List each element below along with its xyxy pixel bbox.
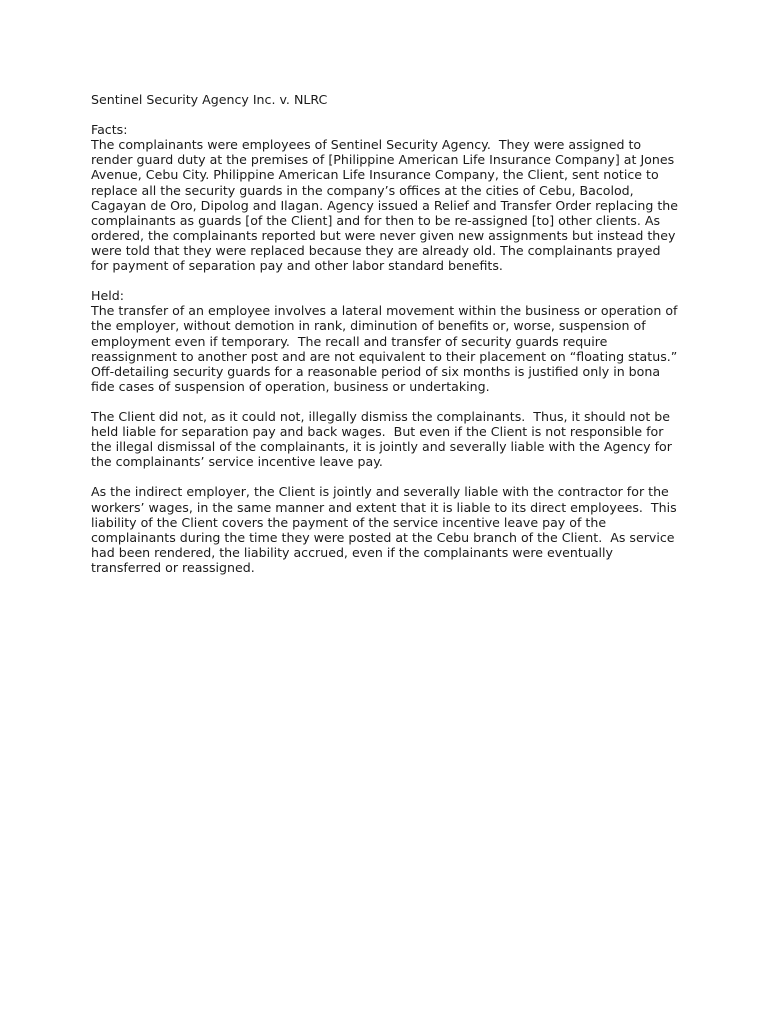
- held-line: The transfer of an employee involves a lateral movement within the business or operation of: [91, 303, 678, 319]
- paragraph-line: the complainants’ service incentive leave pay.: [91, 454, 383, 470]
- paragraph-line: The Client did not, as it could not, illegally dismiss the complainants. Thus, it should not be: [91, 408, 671, 424]
- document-body: [91, 92, 691, 575]
- paragraph-line: complainants during the time they were posted at the Cebu branch of the Client. As service: [91, 529, 675, 545]
- facts-line: The complainants were employees of Sentinel Security Agency. They were assigned to: [91, 137, 642, 153]
- facts-paragraph: [91, 137, 691, 273]
- facts-line: were told that they were replaced because they are already old. The complainants prayed: [91, 242, 661, 258]
- facts-line: ordered, the complainants reported but were never given new assignments but instead they: [91, 227, 676, 243]
- facts-line: replace all the security guards in the company’s offices at the cities of Cebu, Bacolod,: [91, 182, 634, 198]
- facts-line: Cagayan de Oro, Dipolog and Ilagan. Agency issued a Relief and Transfer Order replacing the: [91, 197, 679, 213]
- paragraph-line: the illegal dismissal of the complainants, it is jointly and severally liable with the Agency for: [91, 439, 672, 455]
- document-title: Sentinel Security Agency Inc. v. NLRC: [91, 92, 328, 107]
- spacer: [91, 273, 691, 288]
- facts-line: Avenue, Cebu City. Philippine American Life Insurance Company, the Client, sent notice to: [91, 167, 659, 183]
- facts-heading: Facts:: [91, 122, 128, 138]
- held-line: Off-detailing security guards for a reasonable period of six months is justified only in bona: [91, 363, 661, 379]
- paragraph-line: had been rendered, the liability accrued, even if the complainants were eventually: [91, 544, 613, 560]
- paragraph-line: liability of the Client covers the payment of the service incentive leave pay of the: [91, 514, 607, 530]
- spacer: [91, 394, 691, 409]
- spacer: [91, 469, 691, 484]
- held-line: fide cases of suspension of operation, business or undertaking.: [91, 378, 490, 394]
- client-liability-paragraph: [91, 409, 691, 469]
- spacer: [91, 107, 691, 122]
- indirect-employer-paragraph: [91, 484, 691, 575]
- facts-line: for payment of separation pay and other labor standard benefits.: [91, 258, 503, 274]
- held-paragraph: [91, 303, 691, 394]
- paragraph-line: transferred or reassigned.: [91, 559, 255, 575]
- paragraph-line: held liable for separation pay and back wages. But even if the Client is not responsible for: [91, 424, 664, 440]
- held-heading: Held:: [91, 288, 124, 304]
- held-line: the employer, without demotion in rank, diminution of benefits or, worse, suspension of: [91, 318, 646, 334]
- facts-line: render guard duty at the premises of [Philippine American Life Insurance Company] at Jones: [91, 152, 675, 168]
- paragraph-line: As the indirect employer, the Client is jointly and severally liable with the contractor for the: [91, 484, 669, 500]
- held-line: reassignment to another post and are not equivalent to their placement on “floating status.”: [91, 348, 678, 364]
- facts-line: complainants as guards [of the Client] and for then to be re-assigned [to] other clients. As: [91, 212, 661, 228]
- paragraph-line: workers’ wages, in the same manner and extent that it is liable to its direct employees. This: [91, 499, 677, 515]
- held-line: employment even if temporary. The recall and transfer of security guards require: [91, 333, 608, 349]
